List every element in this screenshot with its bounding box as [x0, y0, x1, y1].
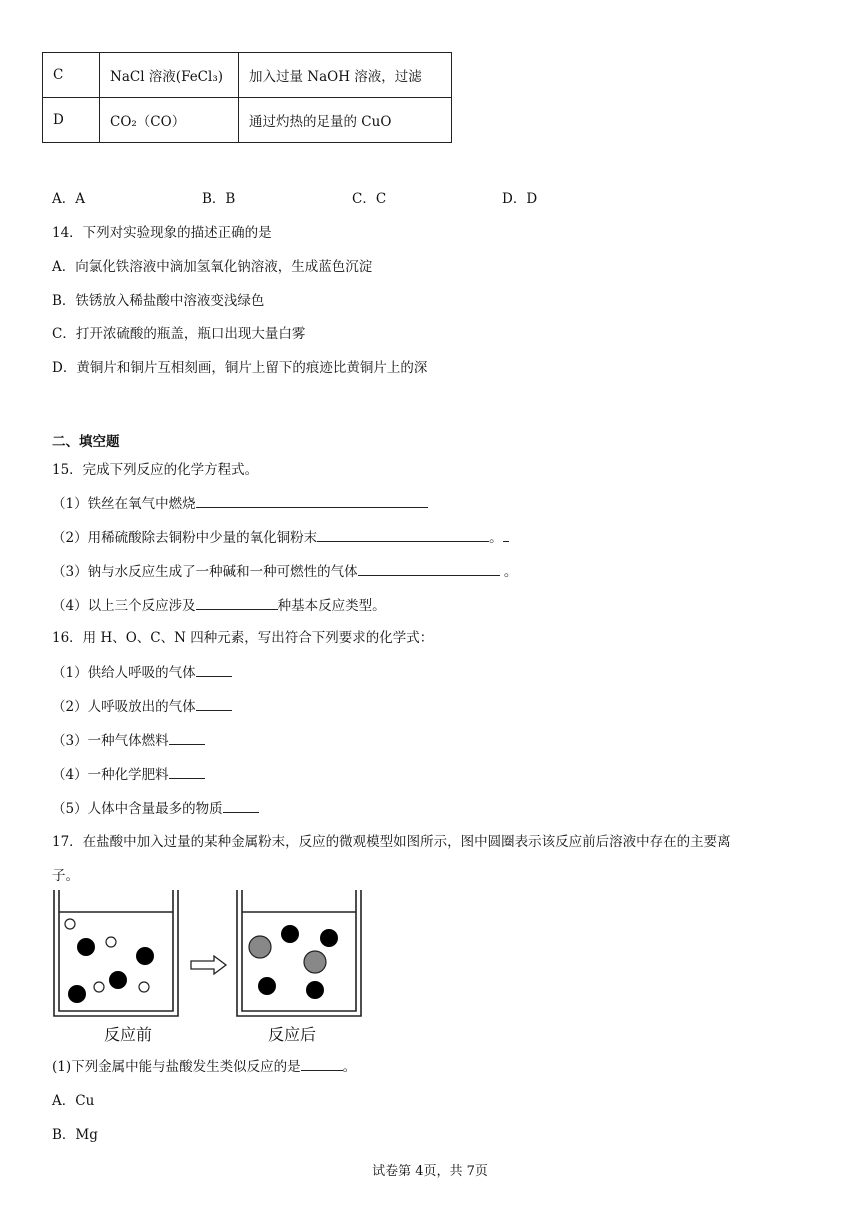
answer-blank[interactable]	[196, 595, 278, 610]
answer-blank[interactable]	[358, 561, 500, 576]
q15-item-text: （1）铁丝在氧气中燃烧	[52, 496, 196, 512]
q15-item	[52, 594, 386, 614]
q15-stem: 15．完成下列反应的化学方程式。	[52, 462, 259, 478]
arrow-icon	[190, 955, 228, 975]
q16-item	[52, 695, 232, 715]
section-title: 二、填空题	[52, 434, 120, 450]
row-method: 加入过量 NaOH 溶液，过滤	[239, 53, 452, 98]
q14-stem: 14．下列对实验现象的描述正确的是	[52, 225, 272, 241]
q14-option-d: D．黄铜片和铜片互相刻画，铜片上留下的痕迹比黄铜片上的深	[52, 360, 428, 376]
answer-blank[interactable]	[169, 730, 205, 745]
row-label: C	[43, 53, 100, 98]
underline-stub	[503, 527, 509, 542]
answer-blank[interactable]	[317, 527, 489, 542]
answer-blank[interactable]	[169, 764, 205, 779]
q16-item-text: （1）供给人呼吸的气体	[52, 665, 196, 681]
q15-item	[52, 492, 428, 512]
caption-after: 反应后	[268, 1025, 317, 1044]
q17-sub1-end: 。	[342, 1059, 357, 1075]
options-table	[42, 52, 452, 143]
caption-before: 反应前	[104, 1025, 153, 1044]
q13-option-a: A．A	[52, 191, 85, 207]
page-footer: 试卷第 4页，共 7页	[372, 1164, 488, 1179]
q16-stem: 16．用 H、O、C、N 四种元素，写出符合下列要求的化学式：	[52, 630, 434, 646]
q16-item-text: （4）一种化学肥料	[52, 767, 169, 783]
q14-option-c: C．打开浓硫酸的瓶盖，瓶口出现大量白雾	[52, 326, 306, 342]
q17-stem-cont: 子。	[52, 868, 79, 884]
q16-item	[52, 661, 232, 681]
q15-item-suffix: 。	[489, 530, 503, 546]
q16-item-text: （3）一种气体燃料	[52, 733, 169, 749]
q16-item	[52, 729, 205, 749]
answer-blank[interactable]	[196, 696, 232, 711]
q15-item-suffix: 。	[499, 564, 518, 580]
q17-sub1-text: (1)下列金属中能与盐酸发生类似反应的是	[52, 1059, 301, 1075]
table-row	[43, 53, 452, 98]
q17-option-a: A．Cu	[52, 1093, 95, 1109]
table-row	[43, 98, 452, 143]
beaker-after-diagram	[235, 888, 365, 1024]
q14-option-a: A．向氯化铁溶液中滴加氢氧化钠溶液，生成蓝色沉淀	[52, 259, 373, 275]
answer-blank[interactable]	[223, 798, 259, 813]
q15-item	[52, 560, 517, 580]
answer-blank[interactable]	[196, 662, 232, 677]
q15-item-suffix: 种基本反应类型。	[277, 598, 386, 614]
q17-stem: 17．在盐酸中加入过量的某种金属粉末，反应的微观模型如图所示，图中圆圈表示该反应前后溶液中存在的主要离	[52, 834, 731, 850]
beaker-before-diagram	[52, 888, 182, 1024]
q13-option-d: D．D	[502, 191, 538, 207]
answer-blank[interactable]	[196, 493, 428, 508]
row-method: 通过灼热的足量的 CuO	[239, 98, 452, 143]
q15-item-text: （3）钠与水反应生成了一种碱和一种可燃性的气体	[52, 564, 358, 580]
answer-blank[interactable]	[301, 1056, 343, 1071]
q14-option-b: B．铁锈放入稀盐酸中溶液变浅绿色	[52, 293, 265, 309]
q15-item-text: （2）用稀硫酸除去铜粉中少量的氧化铜粉末	[52, 530, 318, 546]
q17-sub1	[52, 1055, 356, 1075]
q16-item	[52, 797, 259, 817]
row-substance: CO₂（CO）	[100, 98, 239, 143]
row-label: D	[43, 98, 100, 143]
q16-item	[52, 763, 205, 783]
q13-option-b: B．B	[202, 191, 236, 207]
q15-item-text: （4）以上三个反应涉及	[52, 598, 196, 614]
q13-option-c: C．C	[352, 191, 387, 207]
q16-item-text: （5）人体中含量最多的物质	[52, 801, 223, 817]
row-substance: NaCl 溶液(FeCl₃)	[100, 53, 239, 98]
q15-item	[52, 526, 509, 546]
q17-option-b: B．Mg	[52, 1127, 98, 1143]
q16-item-text: （2）人呼吸放出的气体	[52, 699, 196, 715]
